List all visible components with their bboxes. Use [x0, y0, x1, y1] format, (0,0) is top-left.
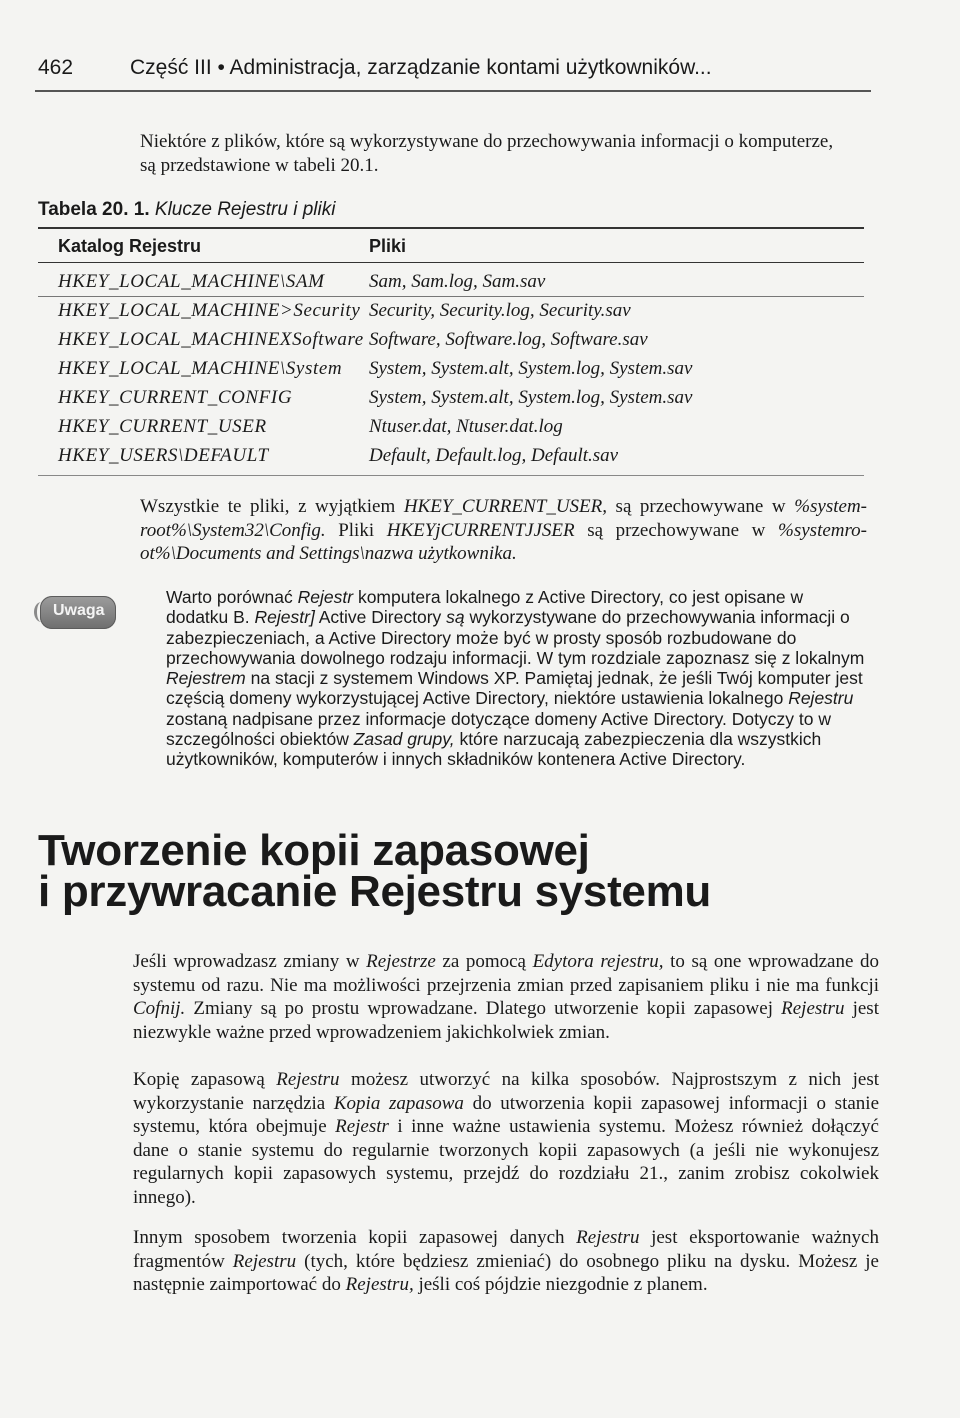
- body-paragraph-1: [133, 950, 879, 1044]
- after-table-paragraph: [140, 495, 867, 566]
- text-run: Pliki: [325, 519, 387, 541]
- registry-files: System, System.alt, System.log, System.sav: [369, 358, 693, 379]
- table-top-rule: [38, 227, 864, 229]
- body-paragraph-3: [133, 1226, 879, 1297]
- registry-key: HKEY_LOCAL_MACHINEXSoftware: [58, 329, 364, 350]
- italic-run: Rejestru: [781, 998, 845, 1019]
- text-run: do utworzenia kopii zapasowej informacji o stanie systemu, która obejmuje: [133, 1092, 879, 1137]
- italic-run: HKEYjCURRENTJJSER: [386, 519, 575, 541]
- page-number: 462: [38, 56, 74, 79]
- italic-run: Rejestr: [335, 1116, 389, 1137]
- text-run: zostaną nadpisane przez informacje dotyczące domeny Active Directory. Dotyczy to w szczególności obiektów: [166, 708, 831, 750]
- text-run: za pomocą: [435, 951, 533, 972]
- registry-files: Sam, Sam.log, Sam.sav: [369, 271, 546, 292]
- registry-files: System, System.alt, System.log, System.sav: [369, 387, 693, 408]
- italic-run: HKEY_CURRENT_USER,: [403, 496, 608, 517]
- column-header-files: Pliki: [369, 236, 407, 256]
- registry-files: Default, Default.log, Default.sav: [369, 445, 619, 466]
- text-run: Active Directory: [314, 607, 447, 628]
- registry-key: HKEY_CURRENT_USER: [58, 416, 267, 437]
- text-run: na stacji z systemem Windows XP. Pamiętaj jednak, że jeśli Twój komputer jest częścią domeny wykorzystującej Active Directory, niektóre ustawienia lokalnego: [166, 668, 863, 709]
- registry-files: Security, Security.log, Security.sav: [369, 300, 631, 321]
- table-title: Klucze Rejestru i pliki: [154, 199, 336, 220]
- text-run: (tych, które będziesz zmieniać) do osobnego pliku na dysku. Możesz je następnie zaimportować do: [133, 1250, 879, 1295]
- table-bottom-rule: [38, 475, 864, 476]
- italic-run: są: [446, 607, 465, 628]
- registry-files: Ntuser.dat, Ntuser.dat.log: [369, 416, 563, 437]
- intro-line-2: są przedstawione w tabeli 20.1.: [140, 154, 379, 176]
- registry-key: HKEY_LOCAL_MACHINE>Security: [58, 300, 361, 321]
- section-heading-line-1: Tworzenie kopii zapasowej: [38, 826, 590, 875]
- text-run: jest niezwykle ważne przed wprowadzeniem jakichkolwiek zmian.: [133, 998, 879, 1043]
- registry-key: HKEY_CURRENT_CONFIG: [58, 387, 293, 408]
- italic-run: Rejestr]: [254, 607, 315, 628]
- italic-run: Rejestrem: [166, 668, 246, 689]
- text-run: są przechowywane w: [574, 519, 779, 541]
- italic-run: Rejestru: [788, 688, 854, 709]
- table-caption: [38, 199, 335, 221]
- text-run: i inne ważne ustawienia systemu. Możesz również dołączyć dane o stanie systemu do regularnie tworzonych kopii zapasowych (a jeśli nie wykonujesz regularnych kopii zapasowych systemu, przejdź do rozdziału 21., zanim zrobisz cokolwiek innego).: [133, 1116, 879, 1208]
- column-header-key: Katalog Rejestru: [58, 236, 202, 256]
- italic-run: Rejestru: [276, 1069, 340, 1090]
- text-run: wykorzystywane do przechowywania informacji o zabezpieczeniach, a Active Directory może być w prosty sposób rozbudowane do przechowywania dowolnego rodzaju informacji. W tym rozdziale zapoznasz się z lokalnym: [166, 607, 865, 668]
- text-run: które narzucają zabezpieczenia dla wszystkich użytkowników, komputerów i innych składników kontenera Active Directory.: [166, 729, 822, 770]
- registry-key: HKEY_LOCAL_MACHINE\SAM: [58, 271, 325, 292]
- text-run: Zmiany są po prostu wprowadzane. Dlatego utworzenie kopii zapasowej: [185, 998, 782, 1019]
- italic-run: %system-root%\System32\Config.: [140, 496, 867, 541]
- text-run: Kopię zapasową: [133, 1069, 277, 1090]
- text-run: możesz utworzyć na kilka sposobów. Najprostszym z nich jest wykorzystanie narzędzia: [133, 1069, 880, 1114]
- italic-run: Kopia zapasowa: [333, 1092, 464, 1114]
- registry-files: Software, Software.log, Software.sav: [369, 329, 648, 350]
- text-run: Jeśli wprowadzasz zmiany w: [133, 951, 367, 972]
- registry-key: HKEY_LOCAL_MACHINE\System: [58, 358, 343, 379]
- note-badge: [40, 596, 116, 629]
- italic-run: Zasad grupy,: [353, 729, 455, 750]
- text-run: jest eksportowanie ważnych fragmentów: [133, 1227, 879, 1272]
- text-run: Wszystkie te pliki, z wyjątkiem: [140, 496, 404, 517]
- note-text: [166, 587, 866, 770]
- table-row-rule: [38, 296, 864, 297]
- table-label: Tabela 20. 1.: [38, 199, 150, 220]
- italic-run: %systemro-ot%\Documents and Settings\nazwa użytkownika.: [140, 519, 868, 564]
- text-run: komputera lokalnego z Active Directory, co jest opisane w dodatku B.: [166, 587, 804, 628]
- text-run: to są one wprowadzane do systemu od razu. Nie ma możliwości przejrzenia zmian przed zapisaniem pliku i nie ma funkcji: [133, 951, 879, 996]
- note-badge-label: Uwaga: [53, 602, 105, 619]
- italic-run: Edytora rejestru,: [532, 951, 664, 972]
- italic-run: Rejestru: [232, 1250, 297, 1272]
- text-run: Warto porównać: [166, 587, 298, 607]
- italic-run: Rejestru,: [345, 1274, 414, 1295]
- italic-run: Cofnij.: [133, 998, 186, 1019]
- italic-run: Rejestr: [297, 587, 354, 607]
- text-run: jeśli coś pójdzie niezgodnie z planem.: [413, 1274, 708, 1295]
- intro-line-1: Niektóre z plików, które są wykorzystywane do przechowywania informacji o komputerze,: [140, 131, 834, 152]
- intro-paragraph: [140, 130, 865, 177]
- section-heading-line-2: i przywracanie Rejestru systemu: [38, 867, 712, 916]
- body-paragraph-2: [133, 1068, 879, 1209]
- table-header-rule: [38, 262, 864, 263]
- header-rule: [35, 90, 871, 92]
- text-run: są przechowywane w: [607, 496, 795, 517]
- running-title: Część III • Administracja, zarządzanie kontami użytkowników...: [130, 56, 712, 79]
- italic-run: Rejestrze: [366, 951, 436, 972]
- registry-key: HKEY_USERS\DEFAULT: [58, 445, 269, 466]
- text-run: Innym sposobem tworzenia kopii zapasowej danych: [133, 1227, 577, 1248]
- badge-notch: [34, 602, 49, 622]
- italic-run: Rejestru: [576, 1227, 640, 1248]
